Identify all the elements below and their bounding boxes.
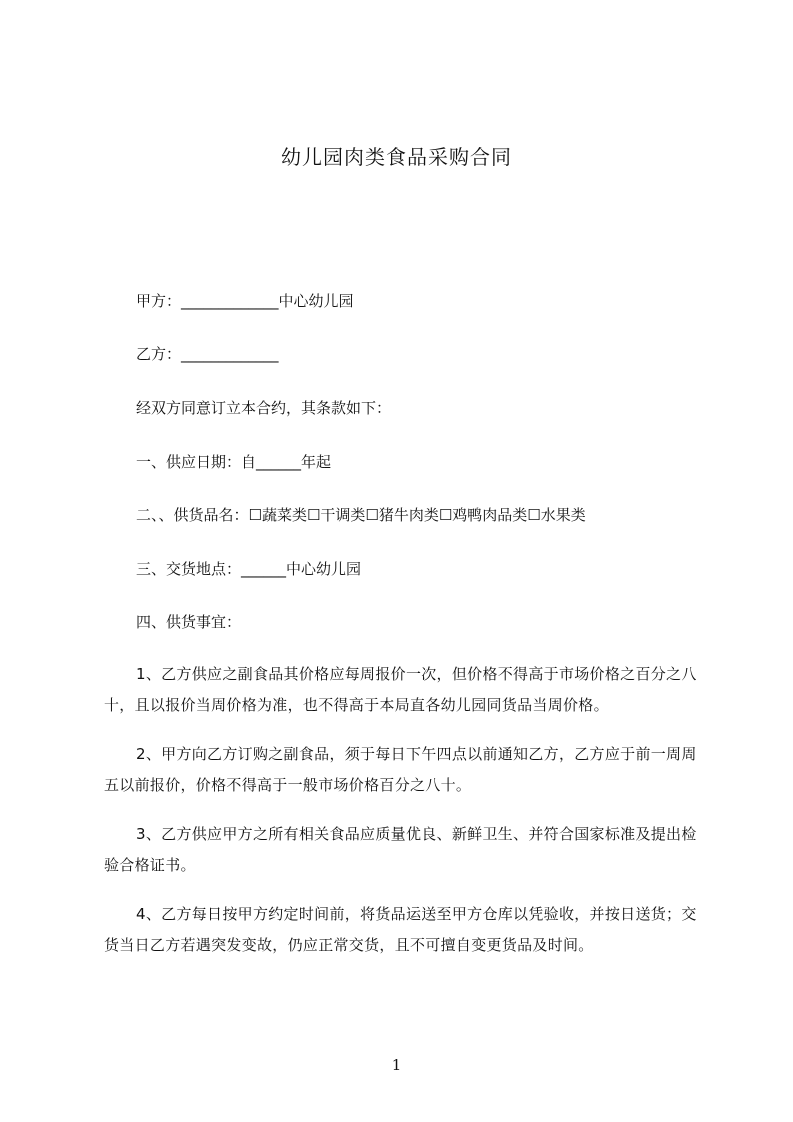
item-4-paragraph: 4、乙方每日按甲方约定时间前，将货品运送至甲方仓库以凭验收，并按日送货；交货当日乙方若遇突发变故，仍应正常交货，且不可擅自变更货品及时间。 [104, 905, 697, 954]
document-title: 幼儿园肉类食品采购合同 [281, 145, 512, 169]
clause-goods-items: 二、、供货品名：☐蔬菜类☐干调类☐猪牛肉类☐鸡鸭肉品类☐水果类 [136, 506, 586, 524]
item-3-paragraph: 3、乙方供应甲方之所有相关食品应质量优良、新鲜卫生、并符合国家标准及提出检验合格证书。 [104, 825, 697, 874]
clause-supply-date: 一、供应日期：自______年起 [136, 453, 332, 471]
item-2-paragraph: 2、甲方向乙方订购之副食品，须于每日下午四点以前通知乙方，乙方应于前一周周五以前报价，价格不得高于一般市场价格百分之八十。 [104, 745, 697, 794]
clause-delivery-location: 三、交货地点：______中心幼儿园 [136, 560, 362, 578]
intro-line: 经双方同意订立本合约，其条款如下： [136, 399, 392, 417]
item-1-paragraph: 1、乙方供应之副食品其价格应每周报价一次，但价格不得高于市场价格之百分之八十，且以报价当周价格为准，也不得高于本局直各幼儿园同货品当周价格。 [104, 665, 697, 714]
party-a-line: 甲方：_____________中心幼儿园 [136, 292, 354, 310]
page-number: 1 [391, 1056, 402, 1074]
clause-supply-matters: 四、供货事宜： [136, 613, 242, 631]
party-b-line: 乙方：_____________ [136, 345, 279, 363]
